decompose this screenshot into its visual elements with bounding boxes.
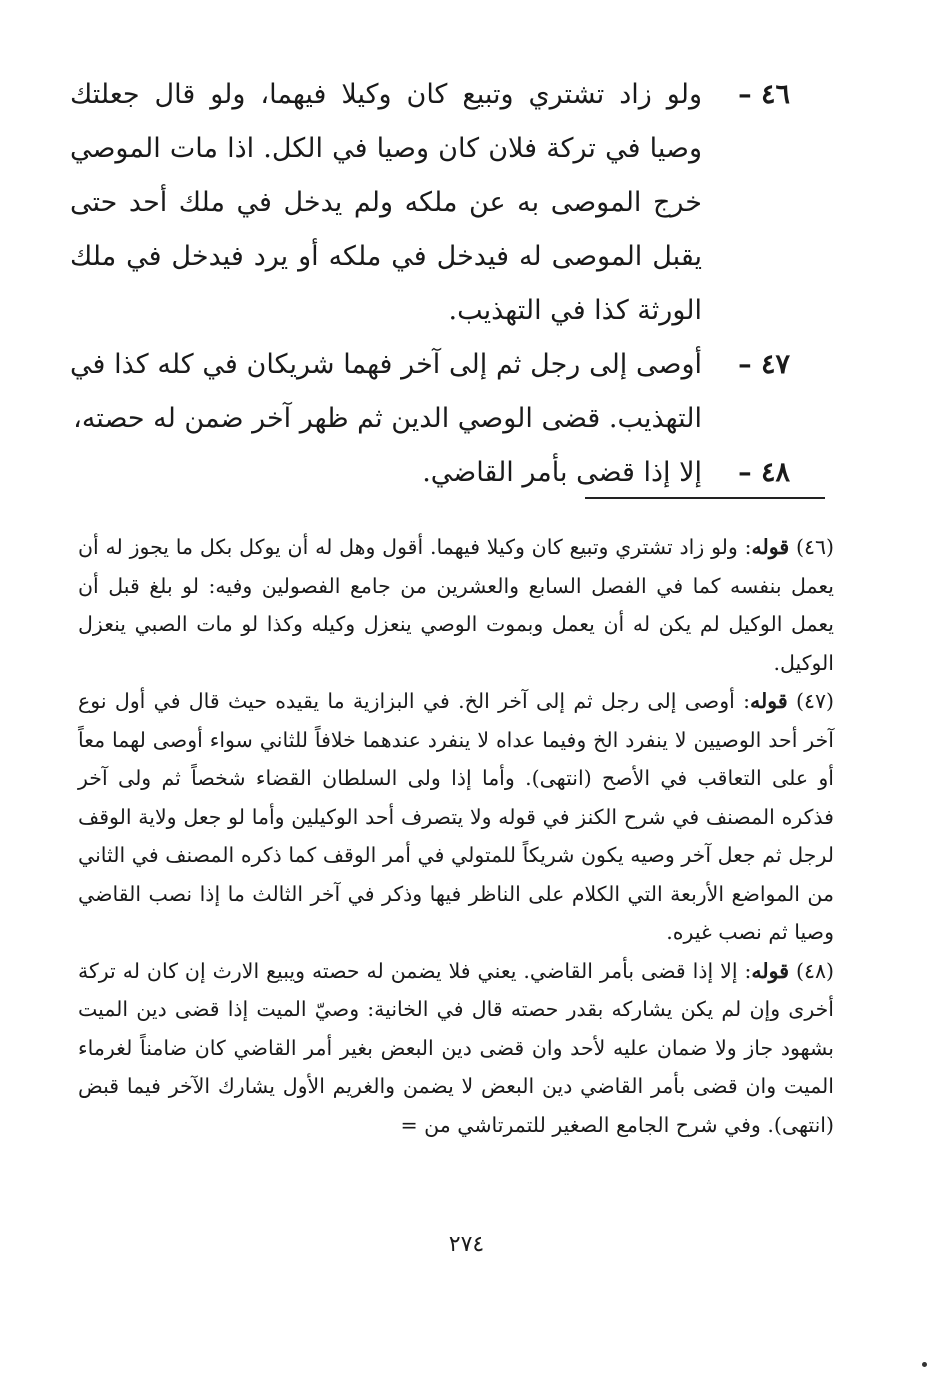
main-item-48 <box>70 446 790 500</box>
note-text: : أوصى إلى رجل ثم إلى آخر الخ. في البزازية ما يقيده حيث قال في أول نوع آخر أحد الوصيين لا ينفرد الخ وفيما عداه لا ينفرد عندهما خلافاً للثاني سواء أوصى لهما معاً أو على التعاقب في الأصح (انتهى). وأما إذا ولى السلطان القضاء شخصاً ثم ولى آخر فذكره المصنف في شرح الكنز في قوله ولا يتصرف أحد الوكيلين وأما لو جعل ولاية الوقف لرجل ثم جعل آخر وصيه يكون شريكاً للمتولي في أمر الوقف كما ذكره المصنف في الثاني من المواضع الأربعة التي الكلام على الناظر فيها وذكر في آخر الثالث ما إذا نصب القاضي وصيا ثم نصب غيره. <box>78 689 834 944</box>
page-number: ٢٧٤ <box>448 1232 485 1257</box>
note-label: قوله <box>751 535 790 559</box>
scan-speck <box>922 1362 927 1367</box>
main-text <box>70 68 790 500</box>
item-number: ٤٧ – <box>738 349 790 380</box>
note-text: : ولو زاد تشتري وتبيع كان وكيلا فيهما. أقول وهل له أن يوكل بكل ما يجوز له أن يعمل بنفسه كما في الفصل السابع والعشرين من جامع الفصولين وفيه: لو بلغ قبل أن يعمل الوكيل لم يكن له أن يعمل وبموت الوصي ينعزل وكيله وكذا لو مات الصبي ينعزل الوكيل. <box>78 535 834 675</box>
item-text: ولو زاد تشتري وتبيع كان وكيلا فيهما، ولو قال جعلتك وصيا في تركة فلان كان وصيا في الكل. اذا مات الموصي خرج الموصى به عن ملكه ولم يدخل في ملك أحد حتى يقبل الموصى له فيدخل في ملكه أو يرد فيدخل في ملك الورثة كذا في التهذيب. <box>70 79 702 326</box>
item-number: ٤٦ – <box>738 79 790 110</box>
note-number: (٤٧) <box>795 689 834 713</box>
note-47 <box>78 682 834 952</box>
main-item-46 <box>70 68 790 338</box>
note-number: (٤٦) <box>795 535 834 559</box>
note-48 <box>78 952 834 1145</box>
footnote-separator <box>585 497 825 499</box>
item-text: أوصى إلى رجل ثم إلى آخر فهما شريكان في كله كذا في التهذيب. قضى الوصي الدين ثم ظهر آخر ضمن له حصته، <box>70 349 702 434</box>
item-number: ٤٨ – <box>738 457 790 488</box>
note-label: قوله <box>750 689 788 713</box>
note-label: قوله <box>751 958 790 983</box>
note-number: (٤٨) <box>795 958 834 983</box>
note-46 <box>78 528 834 682</box>
main-item-47 <box>70 338 790 446</box>
item-text: إلا إذا قضى بأمر القاضي. <box>422 457 702 488</box>
commentary-notes <box>78 528 834 1144</box>
note-text: : إلا إذا قضى بأمر القاضي. يعني فلا يضمن له حصته ويبيع الارث إن كان له تركة أخرى وإن لم يكن يشاركه بقدر حصته قال في الخانية: وصيّ الميت إذا قضى دين الميت بشهود جاز ولا ضمان عليه لأحد وان قضى دين البعض بغير أمر القاضي كان ضامناً لغرماء الميت وان قضى بأمر القاضي دين البعض لا يضمن والغريم الأول يشارك الآخر فيما قبض (انتهى). وفي شرح الجامع الصغير للتمرتاشي من = <box>78 958 834 1137</box>
